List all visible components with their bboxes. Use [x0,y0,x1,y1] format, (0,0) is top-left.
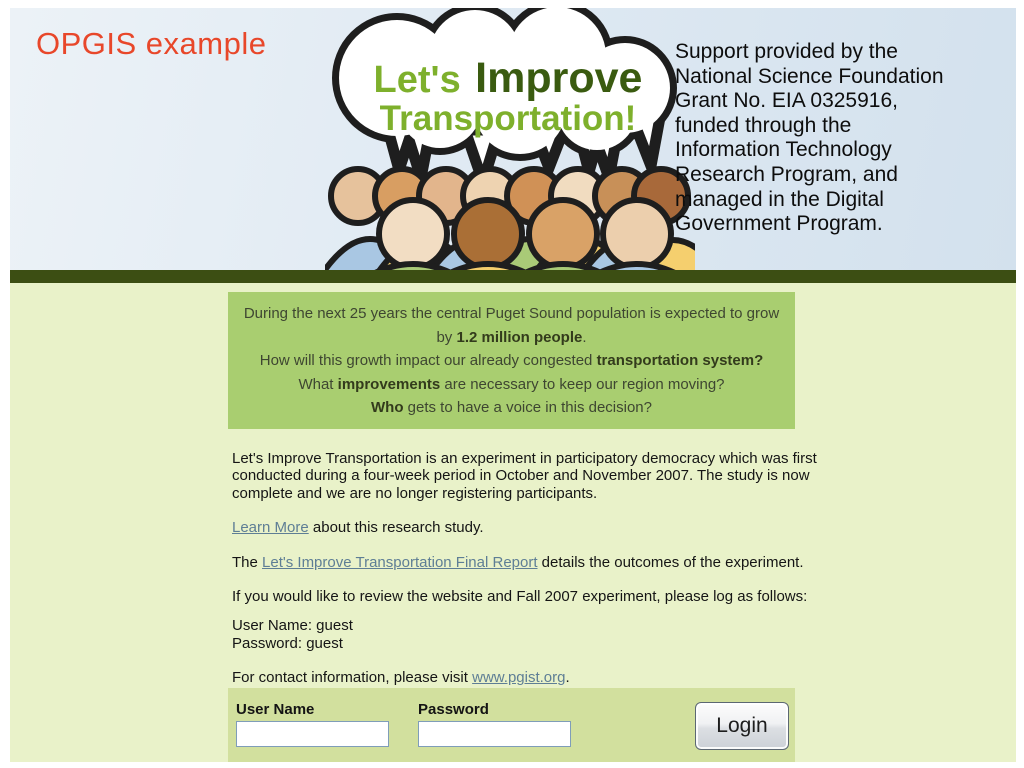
contact-line: For contact information, please visit www.pgist.org. [232,669,570,687]
slide [10,8,1016,762]
intro-question-transportation: How will this growth impact our already congested transportation system? [259,352,764,369]
divider-bar [10,270,1016,283]
login-button[interactable]: Login [695,702,789,750]
intro-question-who: Who gets to have a voice in this decision? [371,399,652,416]
login-panel [228,688,795,762]
intro-question-improvements: What improvements are necessary to keep our region moving? [298,375,725,393]
guest-credentials: User Name: guest Password: guest [232,617,353,652]
lets-improve-transportation-logo [325,8,695,270]
support-credit-text: Support provided by the National Science Foundation Grant No. EIA 0325916, funded through the Information Technology Research Program, and managed in the Digital Government Program. [675,40,944,236]
learn-more-line: Learn More about this research study. [232,519,484,537]
final-report-link[interactable]: Let's Improve Transportation Final Report [262,553,538,571]
experiment-description: Let's Improve Transportation is an experiment in participatory democracy which was first conducted during a four-week period in October and November 2007. The study is now complete and we are no longer registering participants. [232,450,817,502]
header-section [10,8,1016,270]
crowd-icon [325,169,695,270]
learn-more-link[interactable]: Learn More [232,519,309,537]
password-input[interactable] [418,721,571,747]
content-section [10,283,1016,762]
intro-box [228,292,795,429]
review-instructions: If you would like to review the website and Fall 2007 experiment, please log as follows: [232,588,808,606]
final-report-line: The Let's Improve Transportation Final Report details the outcomes of the experiment. [232,553,804,571]
logo-line1: Let's Improve [373,54,643,102]
intro-growth-line: During the next 25 years the central Puget Sound population is expected to grow by 1.2 million people. [243,305,780,346]
logo-line2: Transportation! [379,99,637,138]
page-title: OPGIS example [36,26,267,61]
username-label: User Name [236,701,315,718]
pgist-link[interactable]: www.pgist.org [472,669,566,687]
password-label: Password [418,701,489,718]
body-copy [232,450,832,704]
username-input[interactable] [236,721,389,747]
